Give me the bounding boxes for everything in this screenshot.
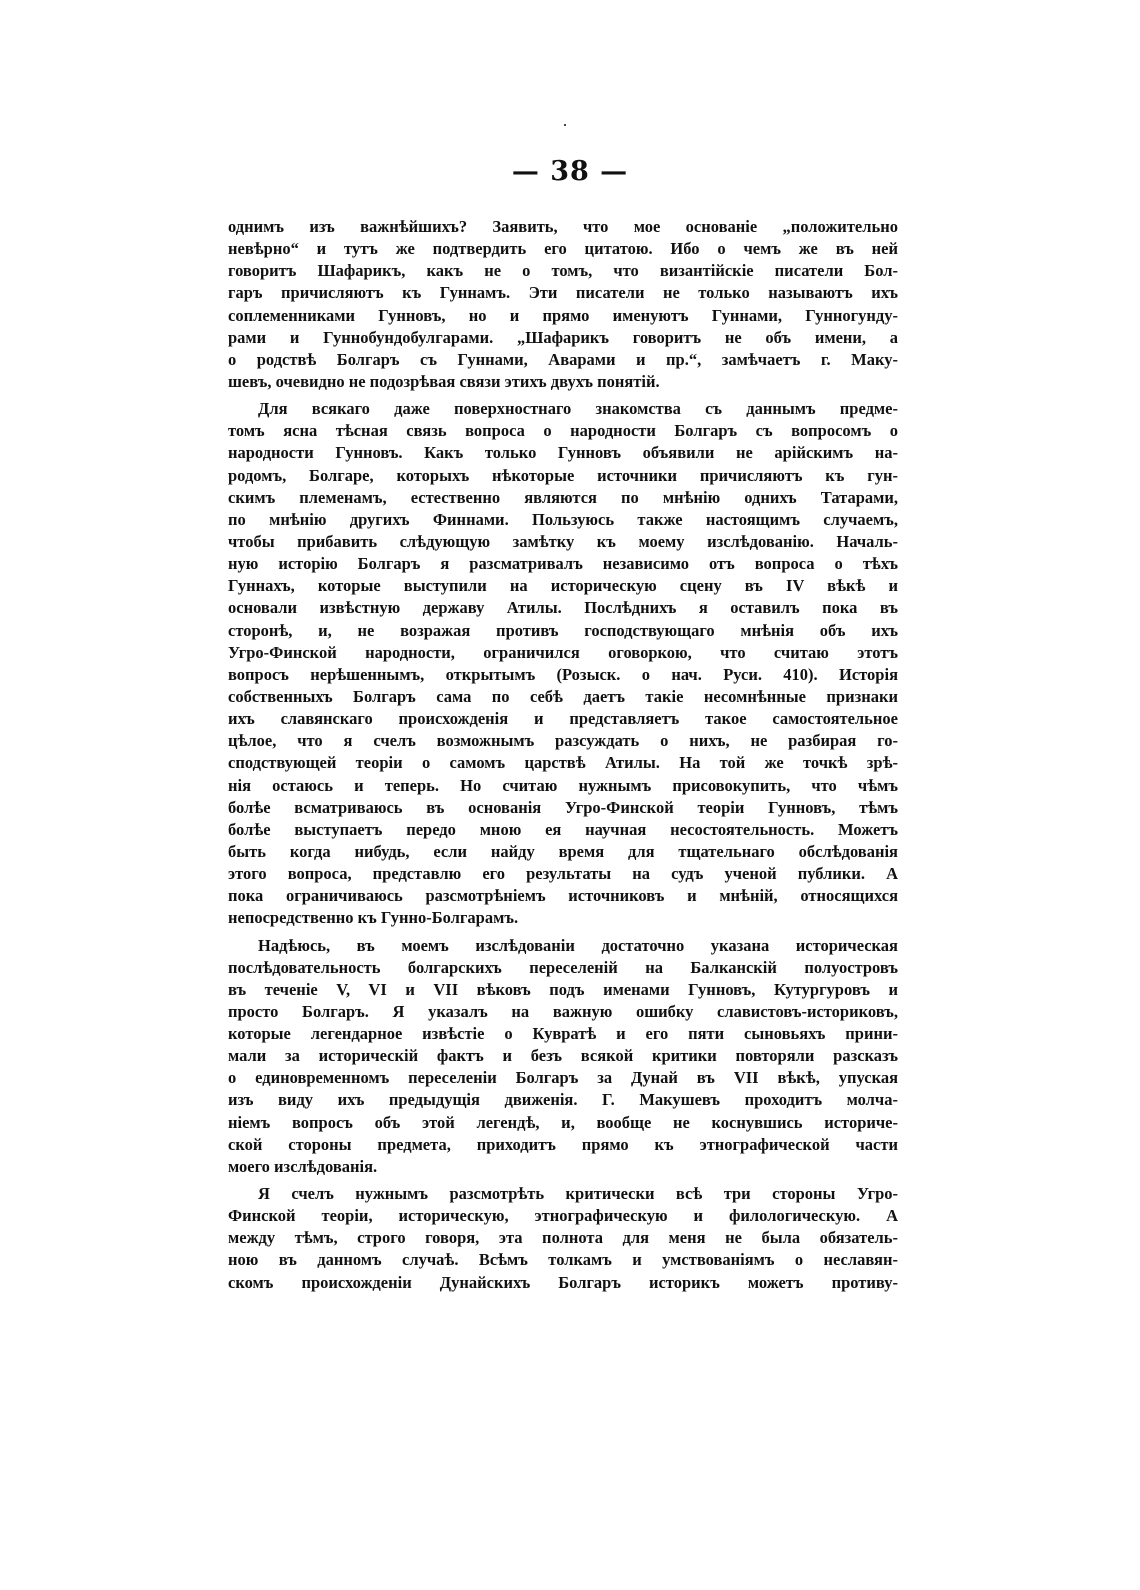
text-line: быть когда нибудь, если найду время для тщательнаго обслѣдованія: [228, 841, 898, 861]
text-line: сподствующей теоріи о самомъ царствѣ Атилы. На той же точкѣ зрѣ-: [228, 753, 898, 773]
paragraph: [228, 1183, 898, 1294]
text-line: ною въ данномъ случаѣ. Всѣмъ толкамъ и умствованіямъ о неславян-: [228, 1250, 898, 1270]
text-line: собственныхъ Болгаръ сама по себѣ даетъ такіе несомнѣнные признаки: [228, 686, 898, 706]
text-line: вопросъ нерѣшеннымъ, открытымъ (Розыск. о нач. Руси. 410). Исторія: [228, 664, 898, 684]
text-line: между тѣмъ, строго говоря, эта полнота для меня не была обязатель-: [228, 1228, 898, 1248]
text-line: моего изслѣдованія.: [228, 1156, 378, 1176]
text-line: пока ограничиваюсь разсмотрѣніемъ источниковъ и мнѣній, относящихся: [228, 886, 898, 906]
text-line: Угро-Финской народности, ограничился оговоркою, что считаю этотъ: [228, 642, 898, 662]
paragraph: [228, 935, 898, 1179]
text-line: чтобы прибавить слѣдующую замѣтку къ моему изслѣдованію. Началь-: [228, 531, 898, 551]
text-line: ніемъ вопросъ объ этой легендѣ, и, вообще не коснувшись историче-: [228, 1112, 898, 1132]
text-line: ную исторію Болгаръ я разсматривалъ независимо отъ вопроса о тѣхъ: [228, 554, 898, 574]
text-line: говоритъ Шафарикъ, какъ не о томъ, что византійскіе писатели Бол-: [228, 261, 898, 281]
text-line: ской стороны предмета, приходитъ прямо къ этнографической части: [228, 1134, 898, 1154]
text-line: о родствѣ Болгаръ съ Гуннами, Аварами и пр.“, замѣчаетъ г. Маку-: [228, 349, 898, 369]
text-line: по мнѣнію другихъ Финнами. Пользуюсь также настоящимъ случаемъ,: [228, 509, 898, 529]
text-line: въ теченіе V, VI и VII вѣковъ подъ именами Гунновъ, Кутургуровъ и: [228, 979, 898, 999]
text-line: мали за историческій фактъ и безъ всякой критики повторяли разсказъ: [228, 1046, 898, 1066]
text-line: народности Гунновъ. Какъ только Гунновъ объявили не арійскимъ на-: [228, 443, 898, 463]
text-line: сторонѣ, и, не возражая противъ господствующаго мнѣнія объ ихъ: [228, 620, 898, 640]
paragraph: [228, 216, 898, 393]
text-line: цѣлое, что я счелъ возможнымъ разсуждать о нихъ, не разбирая го-: [228, 731, 898, 751]
text-line: томъ ясна тѣсная связь вопроса о народности Болгаръ съ вопросомъ о: [228, 421, 898, 441]
body-text: [228, 216, 898, 1299]
text-line: Для всякаго даже поверхностнаго знакомства съ даннымъ предме-: [258, 399, 898, 419]
text-line: ихъ славянскаго происхожденія и представляетъ такое самостоятельное: [228, 709, 898, 729]
text-line: скимъ племенамъ, естественно являются по мнѣнію однихъ Татарами,: [228, 487, 898, 507]
text-line: невѣрно“ и тутъ же подтвердить его цитатою. Ибо о чемъ же въ ней: [228, 239, 898, 259]
text-line: Я счелъ нужнымъ разсмотрѣть критически всѣ три стороны Угро-: [258, 1184, 898, 1204]
text-line: о единовременномъ переселеніи Болгаръ за Дунай въ VII вѣкѣ, упуская: [228, 1068, 898, 1088]
text-line: однимъ изъ важнѣйшихъ? Заявить, что мое основаніе „положительно: [228, 217, 898, 236]
text-line: Надѣюсь, въ моемъ изслѣдованіи достаточно указана историческая: [258, 935, 898, 955]
scan-speck: [564, 124, 566, 126]
text-line: скомъ происхожденіи Дунайскихъ Болгаръ историкъ можетъ противу-: [228, 1272, 898, 1292]
paragraph: [228, 398, 898, 929]
text-line: соплеменниками Гунновъ, но и прямо именуютъ Гуннами, Гунногунду-: [228, 305, 898, 325]
text-line: непосредственно къ Гунно-Болгарамъ.: [228, 908, 519, 928]
text-line: болѣе всматриваюсь въ основанія Угро-Финской теоріи Гунновъ, тѣмъ: [228, 797, 898, 817]
text-line: родомъ, Болгаре, которыхъ нѣкоторые источники причисляютъ къ гун-: [228, 465, 898, 485]
text-line: основали извѣстную державу Атилы. Послѣднихъ я оставилъ пока въ: [228, 598, 898, 618]
text-line: послѣдовательность болгарскихъ переселеній на Балканскій полуостровъ: [228, 957, 898, 977]
text-line: шевъ, очевидно не подозрѣвая связи этихъ двухъ понятій.: [228, 371, 660, 391]
text-line: которые легендарное извѣстіе о Кувратѣ и его пяти сыновьяхъ прини-: [228, 1024, 898, 1044]
text-line: Финской теоріи, историческую, этнографическую и филологическую. А: [228, 1206, 898, 1226]
text-line: нія остаюсь и теперь. Но считаю нужнымъ присовокупить, что чѣмъ: [228, 775, 898, 795]
text-line: этого вопроса, представлю его результаты на судъ ученой публики. А: [228, 864, 898, 884]
text-line: гаръ причисляютъ къ Гуннамъ. Эти писатели не только называютъ ихъ: [228, 283, 898, 303]
text-line: просто Болгаръ. Я указалъ на важную ошибку славистовъ-историковъ,: [228, 1001, 898, 1021]
text-line: изъ виду ихъ предыдущія движенія. Г. Макушевъ проходитъ молча-: [228, 1090, 898, 1110]
text-line: рами и Гуннобундобулгарами. „Шафарикъ говоритъ не объ имени, а: [228, 327, 898, 347]
text-line: Гуннахъ, которые выступили на историческую сцену въ IV вѣкѣ и: [228, 576, 898, 596]
text-line: болѣе выступаетъ передо мною ея научная несостоятельность. Можетъ: [228, 819, 898, 839]
page-number: — 38 —: [511, 156, 629, 187]
